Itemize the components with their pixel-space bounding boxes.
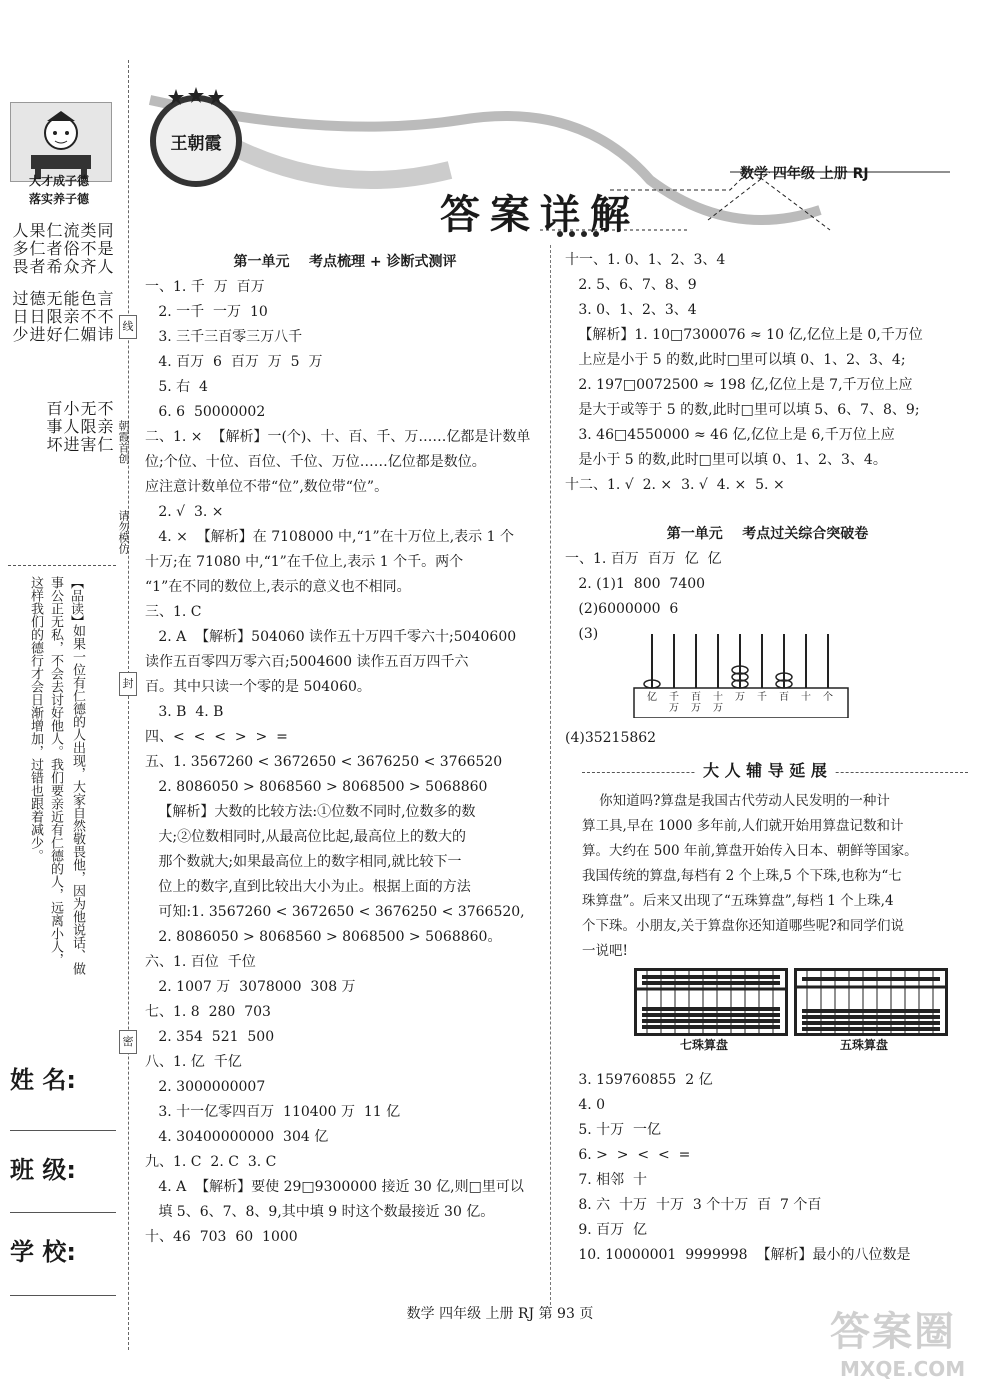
pindu-title: 【品读】 bbox=[68, 576, 83, 628]
column-divider bbox=[550, 245, 551, 1305]
proverb-column: 果仁者 bbox=[27, 222, 46, 276]
class-label: 班 级: bbox=[10, 1156, 76, 1184]
answer-line: 2. 8086050 > 8068560 > 8068500 > 5068860 bbox=[145, 779, 488, 795]
five-bead-abacus bbox=[794, 968, 948, 1036]
seven-bead-abacus-drawing bbox=[637, 971, 785, 1033]
proverb-column: 色不媚 bbox=[78, 290, 97, 344]
answer-line: 2. 一千 一万 10 bbox=[145, 304, 268, 320]
answer-line: 百。其中只读一个零的是 504060。 bbox=[145, 679, 371, 695]
answer-line: 4. × 【解析】在 7108000 中,“1”在十万位上,表示 1 个 bbox=[145, 529, 514, 545]
caption-five-bead: 五珠算盘 bbox=[840, 1038, 889, 1052]
item-4-text: (4)35215862 bbox=[565, 730, 657, 746]
answer-line: 2. 5、6、7、8、9 bbox=[565, 277, 697, 293]
answer-line: 3. B 4. B bbox=[145, 704, 224, 720]
abacus-unit-label: 十万 bbox=[713, 692, 723, 714]
abacus-unit-label: 亿 bbox=[647, 692, 657, 703]
answer-line: 十万;在 71080 中,“1”在千位上,表示 1 个千。两个 bbox=[145, 554, 464, 570]
answer-line: “1”在不同的数位上,表示的意义也不相同。 bbox=[145, 579, 411, 595]
answer-line: (2)6000000 6 bbox=[565, 601, 679, 617]
answer-line: 7. 相邻 十 bbox=[565, 1172, 648, 1188]
proverb-column: 同是人 bbox=[95, 222, 114, 276]
right-answer-mid bbox=[565, 522, 970, 647]
answer-line: 七、1. 8 280 703 bbox=[145, 1004, 271, 1020]
answer-line: 3. 46□4550000 ≈ 46 亿,亿位上是 6,千万位上应 bbox=[565, 427, 895, 443]
extension-text bbox=[582, 788, 972, 963]
answer-line: 5. 右 4 bbox=[145, 379, 208, 395]
answer-line: 4. 0 bbox=[565, 1097, 606, 1113]
answer-line: 2. 197□0072500 ≈ 198 亿,亿位上是 7,千万位上应 bbox=[565, 377, 913, 393]
counting-frame bbox=[632, 632, 850, 718]
proverb-column: 无限好 bbox=[44, 290, 63, 344]
watermark-sub: MXQE.COM bbox=[840, 1357, 966, 1381]
pindu-col-3: 这样我们的德行才会日渐增加，过错也跟着减少。 bbox=[28, 576, 43, 862]
abacus-unit-label: 万 bbox=[735, 692, 745, 703]
extension-line: 你知道吗?算盘是我国古代劳动人民发明的一种计 bbox=[582, 793, 890, 809]
answer-line: 三、1. C bbox=[145, 604, 202, 620]
proverb-column: 无限害 bbox=[78, 400, 97, 454]
answer-line: 一、1. 千 万 百万 bbox=[145, 279, 265, 295]
answer-line: 8. 六 十万 十万 3 个十万 百 7 个百 bbox=[565, 1197, 822, 1213]
five-bead-abacus-drawing bbox=[797, 971, 945, 1033]
page-footer: 数学 四年级 上册 RJ 第 93 页 bbox=[406, 1306, 594, 1322]
proverb-column: 类不齐 bbox=[78, 222, 97, 276]
star-icon bbox=[166, 87, 226, 107]
abacus-unit-label: 十 bbox=[801, 692, 811, 703]
proverb-column: 德日进 bbox=[27, 290, 46, 344]
answer-line: 填 5、6、7、8、9,其中填 9 时这个数最接近 30 亿。 bbox=[145, 1204, 495, 1220]
answer-line: 3. 三千三百零三万八千 bbox=[145, 329, 303, 345]
proverb-column: 仁者希 bbox=[44, 222, 63, 276]
section-heading: 第一单元 考点梳理 + 诊断式测评 bbox=[233, 254, 457, 270]
cut-note-1: 朝霞首创 bbox=[117, 420, 130, 464]
section-heading: 第一单元 考点过关综合突破卷 bbox=[666, 526, 869, 542]
proverb-column: 能亲仁 bbox=[61, 290, 80, 344]
extension-heading: 大 人 辅 导 延 展 bbox=[695, 758, 835, 781]
answer-line: 二、1. × 【解析】一(个)、十、百、千、万……亿都是计数单 bbox=[145, 429, 531, 445]
answer-line: 3. 0、1、2、3、4 bbox=[565, 302, 697, 318]
extension-line: 算。大约在 500 年前,算盘开始传入日本、朝鲜等国家。 bbox=[582, 843, 918, 859]
answer-line: 十二、1. √ 2. × 3. √ 4. × 5. × bbox=[565, 477, 785, 493]
answer-line: 4. 30400000000 304 亿 bbox=[145, 1129, 329, 1145]
answer-line: 是大于或等于 5 的数,此时□里可以填 5、6、7、8、9; bbox=[565, 402, 920, 418]
proverb-column: 言不讳 bbox=[95, 290, 114, 344]
answer-line: 6. 6 50000002 bbox=[145, 404, 266, 420]
right-answer-top bbox=[565, 248, 970, 498]
subject-tag: 数学 四年级 上册 RJ bbox=[740, 166, 869, 182]
strip-caption-1: 大才成子德 bbox=[28, 174, 89, 188]
mascot-icon bbox=[11, 103, 111, 181]
school-field[interactable] bbox=[10, 1295, 116, 1296]
seven-bead-abacus bbox=[634, 968, 788, 1036]
extension-line: 珠算盘”。后来又出现了“五珠算盘”,每档 1 个上珠,4 bbox=[582, 893, 894, 909]
answer-line: 位;个位、十位、百位、千位、万位……亿位都是数位。 bbox=[145, 454, 486, 470]
answer-line: 六、1. 百位 千位 bbox=[145, 954, 256, 970]
answer-line: 读作五百零四万零六百;5004600 读作五百万四千六 bbox=[145, 654, 469, 670]
proverb-column: 流俗众 bbox=[61, 222, 80, 276]
abacus-unit-label: 千万 bbox=[669, 692, 679, 714]
answer-line: 2. 3000000007 bbox=[145, 1079, 266, 1095]
answer-line: 2. 1007 万 3078000 308 万 bbox=[145, 979, 356, 995]
answer-line: 2. 354 521 500 bbox=[145, 1029, 275, 1045]
answer-line: (3) bbox=[565, 626, 599, 642]
extension-line: 算工具,早在 1000 多年前,人们就开始用算盘记数和计 bbox=[582, 818, 904, 834]
answer-line: 八、1. 亿 千亿 bbox=[145, 1054, 242, 1070]
answer-line: 【解析】大数的比较方法:①位数不同时,位数多的数 bbox=[145, 804, 476, 820]
extension-line: 个下珠。小朋友,关于算盘你还知道哪些呢?和同学们说 bbox=[582, 918, 905, 934]
cut-label-2: 封 bbox=[119, 672, 137, 696]
divider bbox=[8, 565, 116, 566]
answer-line: 位上的数字,直到比较出大小为止。根据上面的方法 bbox=[145, 879, 471, 895]
extension-line: 一说吧! bbox=[582, 943, 628, 959]
answer-line: 那个数就大;如果最高位上的数字相同,就比较下一 bbox=[145, 854, 462, 870]
class-field[interactable] bbox=[10, 1212, 116, 1213]
answer-line: 九、1. C 2. C 3. C bbox=[145, 1154, 277, 1170]
answer-line: 一、1. 百万 百万 亿 亿 bbox=[565, 551, 722, 567]
cut-line bbox=[128, 60, 129, 1350]
brand-name: 王朝霞 bbox=[170, 134, 222, 154]
extension-line: 我国传统的算盘,每档有 2 个上珠,5 个下珠,也称为“七 bbox=[582, 868, 902, 884]
answer-line: 应注意计数单位不带“位”,数位带“位”。 bbox=[145, 479, 389, 495]
pindu-col-2: 事公正无私，不会去讨好他人。我们要亲近有仁德的人，远离小人， bbox=[48, 576, 63, 966]
answer-line: 4. A 【解析】要使 29□9300000 接近 30 亿,则□里可以 bbox=[145, 1179, 524, 1195]
answer-line: 2. √ 3. × bbox=[145, 504, 224, 520]
name-label: 姓 名: bbox=[10, 1066, 76, 1094]
abacus-unit-label: 千 bbox=[757, 692, 767, 703]
brand-logo bbox=[150, 95, 242, 187]
abacus-unit-label: 百万 bbox=[691, 692, 701, 714]
answer-line: 10. 10000001 9999998 【解析】最小的八位数是 bbox=[565, 1247, 911, 1263]
answer-line: 十一、1. 0、1、2、3、4 bbox=[565, 252, 726, 268]
cut-label-1: 线 bbox=[119, 315, 137, 339]
proverb-column: 小人进 bbox=[61, 400, 80, 454]
answer-line: 五、1. 3567260 < 3672650 < 3676250 < 3766520 bbox=[145, 754, 503, 770]
abacus-unit-label: 个 bbox=[823, 692, 833, 703]
answer-line: 2. A 【解析】504060 读作五十万四千零六十;5040600 bbox=[145, 629, 517, 645]
right-answer-bottom bbox=[565, 1068, 970, 1268]
answer-line: 是小于 5 的数,此时□里可以填 0、1、2、3、4。 bbox=[565, 452, 887, 468]
answer-line: 十、46 703 60 1000 bbox=[145, 1229, 298, 1245]
name-field[interactable] bbox=[10, 1130, 116, 1131]
answer-line: 9. 百万 亿 bbox=[565, 1222, 648, 1238]
watermark-main: 答案圈 bbox=[830, 1309, 956, 1355]
answer-line: 2. 8086050 > 8068560 > 8068500 > 5068860。 bbox=[145, 929, 502, 945]
watermark bbox=[830, 1300, 990, 1381]
answer-line: 【解析】1. 10□7300076 ≈ 10 亿,亿位上是 0,千万位 bbox=[565, 327, 923, 343]
item-4 bbox=[565, 726, 970, 751]
proverb-column: 过日少 bbox=[10, 290, 29, 344]
answer-line: 6. > > < < = bbox=[565, 1147, 691, 1163]
proverb-column: 不亲仁 bbox=[95, 400, 114, 454]
caption-seven-bead: 七珠算盘 bbox=[680, 1038, 729, 1052]
answer-line: 可知:1. 3567260 < 3672650 < 3676250 < 3766520, bbox=[145, 904, 525, 920]
pindu-col-1: 如果一位有仁德的人出现，大家自然敬畏他，因为他说话、做 bbox=[70, 624, 85, 975]
page-title: 答案详解 bbox=[440, 192, 640, 238]
answer-line: 上应是小于 5 的数,此时□里可以填 0、1、2、3、4; bbox=[565, 352, 906, 368]
counting-frame-drawing bbox=[632, 632, 850, 718]
answer-line: 大;②位数相同时,从最高位比起,最高位上的数大的 bbox=[145, 829, 466, 845]
answer-line: 5. 十万 一亿 bbox=[565, 1122, 662, 1138]
abacus-unit-label: 百 bbox=[779, 692, 789, 703]
answer-line: 4. 百万 6 百万 万 5 万 bbox=[145, 354, 323, 370]
school-label: 学 校: bbox=[10, 1238, 76, 1266]
answer-line: 四、< < < > > = bbox=[145, 729, 288, 745]
answer-line: 3. 159760855 2 亿 bbox=[565, 1072, 713, 1088]
strip-caption-2: 落实养子德 bbox=[28, 192, 89, 206]
cut-note-2: 请勿模仿 bbox=[117, 510, 130, 554]
proverb-column: 人多畏 bbox=[10, 222, 29, 276]
proverb-column: 百事坏 bbox=[44, 400, 63, 454]
cut-label-3: 密 bbox=[119, 1030, 137, 1054]
mascot-image bbox=[10, 102, 112, 182]
left-answer-column bbox=[145, 250, 545, 1250]
answer-line: 3. 十一亿零四百万 110400 万 11 亿 bbox=[145, 1104, 401, 1120]
answer-line: 2. (1)1 800 7400 bbox=[565, 576, 706, 592]
